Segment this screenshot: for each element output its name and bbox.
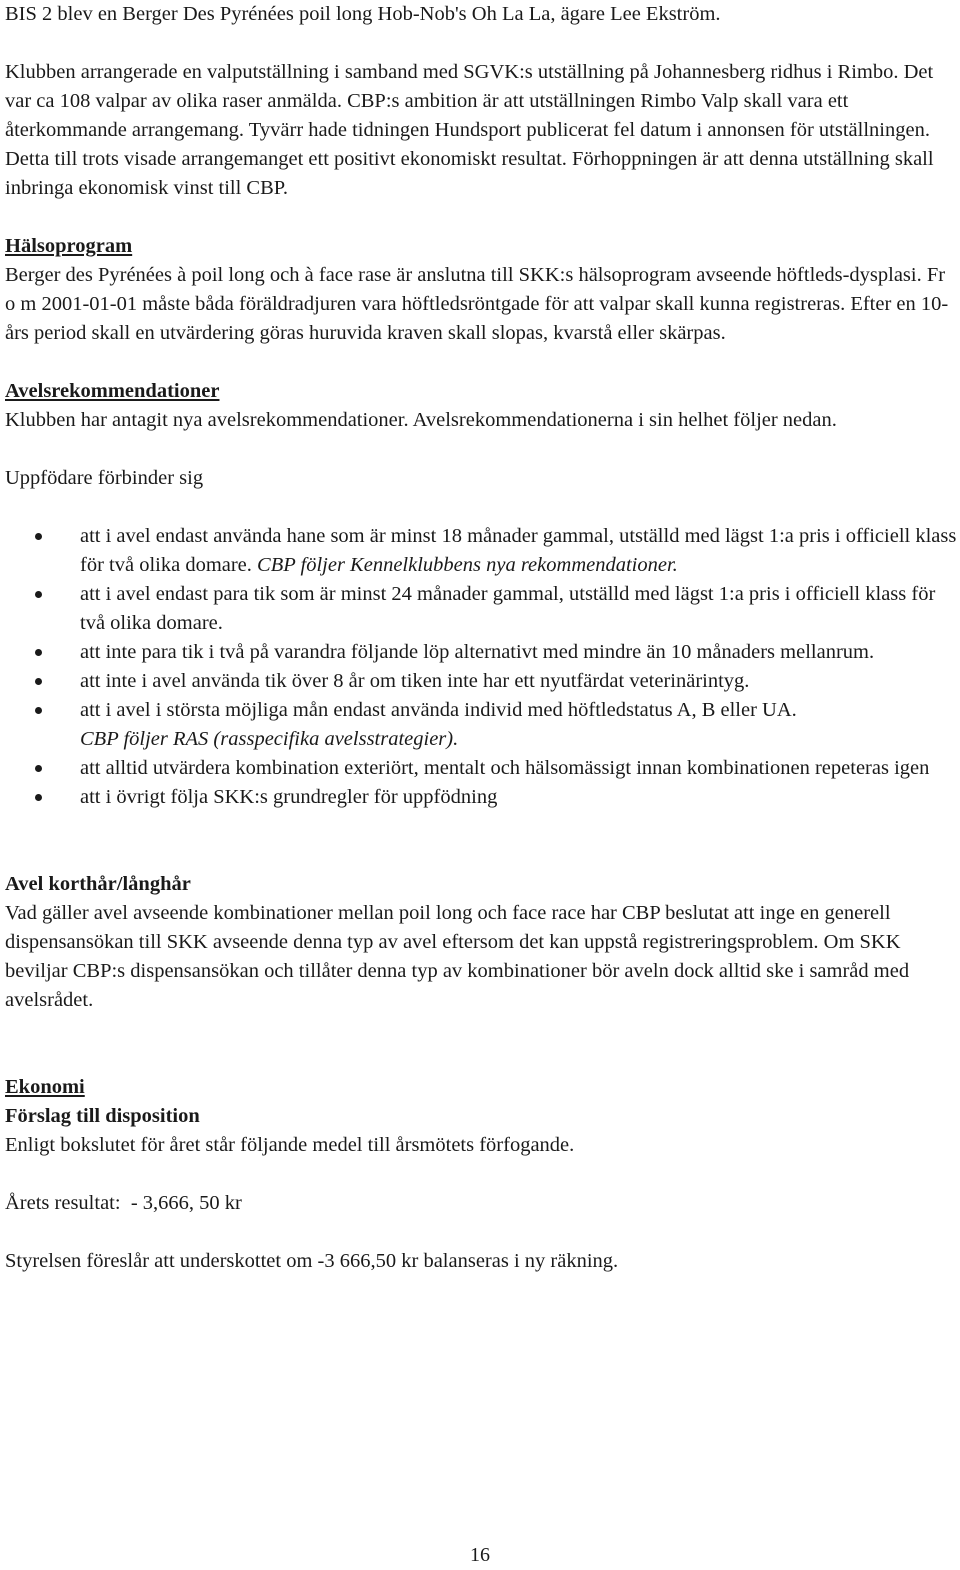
bullet-icon	[35, 533, 42, 540]
intro-paragraph: Klubben arrangerade en valputställning i samband med SGVK:s utställning på Johannesberg ridhus i Rimbo. Det var ca 108 valpar av olika raser anmälda. CBP:s ambition är att utställningen Rimbo Valp skall vara ett återkommande arrangemang. Tyvärr hade tidningen Hundsport publicerat fel datum i annonsen för utställningen. Detta till trots visade arrangemanget ett positivt ekonomiskt resultat. Förhoppningen är att denna utställning skall inbringa ekonomisk vinst till CBP.	[5, 61, 934, 199]
spacer	[5, 1015, 957, 1044]
list-item	[5, 580, 957, 638]
spacer	[5, 1218, 957, 1247]
spacer	[5, 435, 957, 464]
list-item-text: att i avel i största möjliga mån endast använda individ med höftledstatus A, B eller UA.	[80, 699, 797, 721]
board-proposal: Styrelsen föreslår att underskottet om -3 666,50 kr balanseras i ny räkning.	[5, 1250, 619, 1272]
list-item-note: CBP följer Kennelklubbens nya rekommendationer.	[257, 554, 678, 576]
list-item-text: att inte i avel använda tik över 8 år om tiken inte har ett nyutfärdat veterinärintyg.	[80, 670, 750, 692]
spacer	[5, 29, 957, 58]
list-item	[5, 667, 957, 696]
section-heading-avel-korthar: Avel korthår/långhår	[5, 873, 191, 895]
list-item-text: att i avel endast använda hane som är minst 18 månader gammal, utställd med lägst 1:a pris i officiell klass för två olika domare.	[80, 525, 957, 576]
avelsrek-text: Klubben har antagit nya avelsrekommendationer. Avelsrekommendationerna i sin helhet följer nedan.	[5, 409, 837, 431]
ekonomi-text: Enligt bokslutet för året står följande medel till årsmötets förfogande.	[5, 1134, 575, 1156]
avelsrek-lead: Uppfödare förbinder sig	[5, 467, 204, 489]
list-item-text: att inte para tik i två på varandra följande löp alternativt med mindre än 10 månaders mellanrum.	[80, 641, 875, 663]
spacer	[5, 1160, 957, 1189]
spacer	[5, 203, 957, 232]
list-item-text: att alltid utvärdera kombination exteriört, mentalt och hälsomässigt innan kombinationen repeteras igen	[80, 757, 930, 779]
list-item	[5, 754, 957, 783]
document-page	[5, 0, 957, 1276]
annual-result: Årets resultat: - 3,666, 50 kr	[5, 1192, 242, 1214]
halsoprogram-text: Berger des Pyrénées à poil long och à face rase är anslutna till SKK:s hälsoprogram avseende höftleds-dysplasi. Fr o m 2001-01-01 måste båda föräldradjuren vara höftledsröntgade för att valpar skall kunna registreras. Efter en 10-års period skall en utvärdering göras huruvida kraven skall slopas, kvarstå eller skärpas.	[5, 264, 949, 344]
subheading-disposition: Förslag till disposition	[5, 1105, 200, 1127]
spacer	[5, 841, 957, 870]
bullet-icon	[35, 678, 42, 685]
bullet-icon	[35, 591, 42, 598]
list-item-text: att i övrigt följa SKK:s grundregler för uppfödning	[80, 786, 498, 808]
avel-korthar-text: Vad gäller avel avseende kombinationer mellan poil long och face race har CBP beslutat att inge en generell dispensansökan till SKK avseende denna typ av avel eftersom det kan uppstå registreringsproblem. Om SKK beviljar CBP:s dispensansökan och tillåter denna typ av kombinationer bör aveln dock alltid ske i samråd med avelsrådet.	[5, 902, 910, 1011]
page-number: 16	[470, 1544, 490, 1566]
bullet-icon	[35, 765, 42, 772]
list-item	[5, 696, 957, 754]
bullet-icon	[35, 707, 42, 714]
section-heading-ekonomi: Ekonomi	[5, 1076, 85, 1098]
list-item-note: CBP följer RAS (rasspecifika avelsstrategier).	[80, 728, 459, 750]
intro-line: BIS 2 blev en Berger Des Pyrénées poil long Hob-Nob's Oh La La, ägare Lee Ekström.	[5, 3, 721, 25]
spacer	[5, 348, 957, 377]
section-heading-halsoprogram: Hälsoprogram	[5, 235, 133, 257]
bullet-icon	[35, 649, 42, 656]
list-item	[5, 783, 957, 812]
spacer	[5, 1044, 957, 1073]
recommendation-list	[5, 522, 957, 812]
bullet-icon	[35, 794, 42, 801]
list-item-text: att i avel endast para tik som är minst 24 månader gammal, utställd med lägst 1:a pris i officiell klass för två olika domare.	[80, 583, 936, 634]
spacer	[5, 493, 957, 522]
section-heading-avelsrekommendationer: Avelsrekommendationer	[5, 380, 220, 402]
list-item	[5, 638, 957, 667]
spacer	[5, 812, 957, 841]
list-item	[5, 522, 957, 580]
